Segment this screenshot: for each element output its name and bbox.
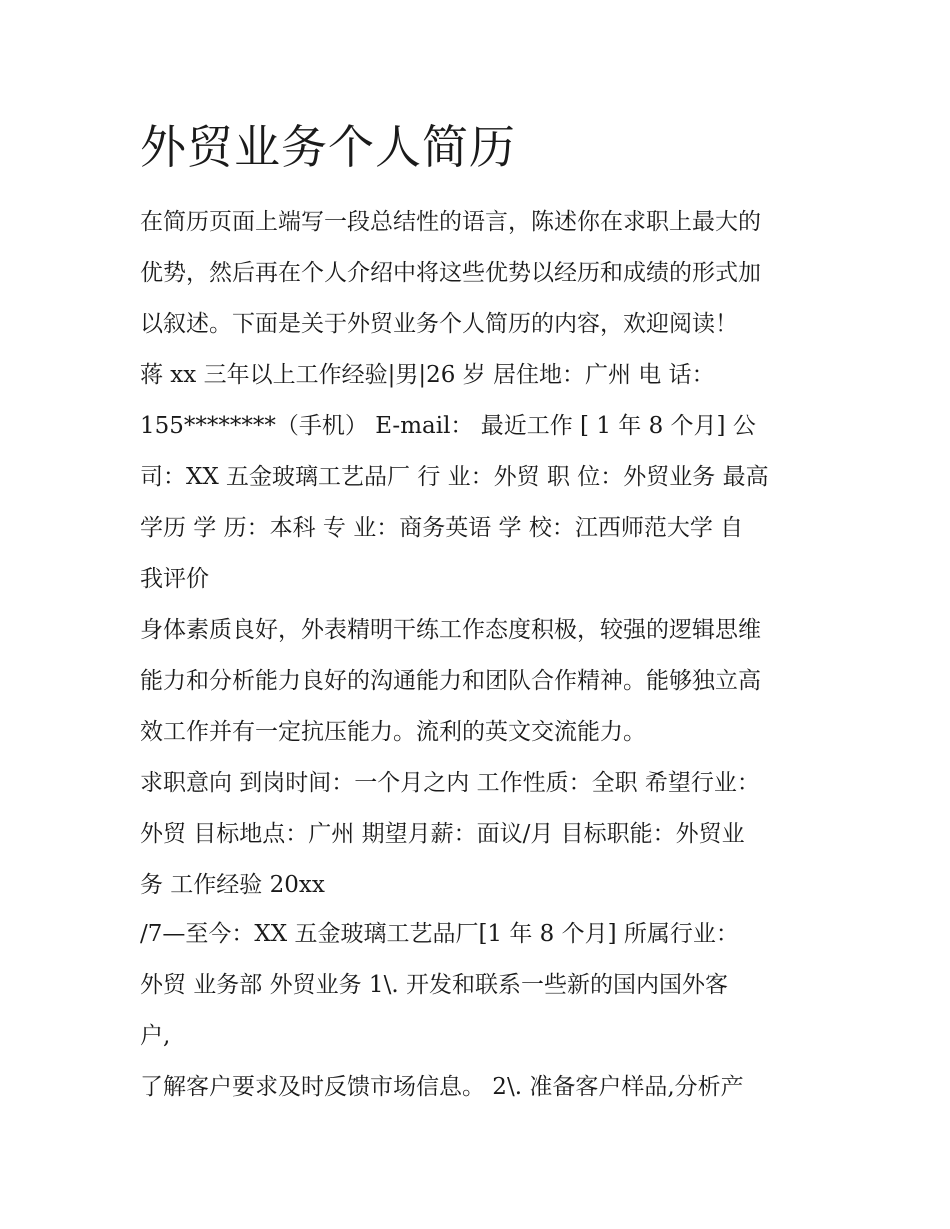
text-line: 司：XX 五金玻璃工艺品厂 行 业：外贸 职 位：外贸业务 最高 bbox=[140, 464, 769, 490]
text-line: 以叙述。下面是关于外贸业务个人简历的内容，欢迎阅读！ bbox=[140, 311, 738, 337]
text-line: 蒋 xx 三年以上工作经验|男|26 岁 居住地：广州 电 话： bbox=[140, 362, 715, 388]
text-line: 外贸 业务部 外贸业务 1\. 开发和联系一些新的国内国外客 bbox=[140, 972, 728, 998]
text-line: 155********（手机） E-mail： 最近工作 [ 1 年 8 个月] 公 bbox=[140, 413, 756, 439]
text-line: 在简历页面上端写一段总结性的语言，陈述你在求职上最大的 bbox=[140, 209, 761, 235]
text-line: 求职意向 到岗时间：一个月之内 工作性质：全职 希望行业： bbox=[140, 770, 760, 796]
text-line: 身体素质良好，外表精明干练工作态度积极，较强的逻辑思维 bbox=[140, 617, 761, 643]
document-title: 外贸业务个人简历 bbox=[140, 120, 516, 174]
text-line: 能力和分析能力良好的沟通能力和团队合作精神。能够独立高 bbox=[140, 668, 761, 694]
text-line: /7—至今：XX 五金玻璃工艺品厂[1 年 8 个月] 所属行业： bbox=[140, 921, 739, 947]
text-line: 了解客户要求及时反馈市场信息。 2\. 准备客户样品,分析产 bbox=[140, 1074, 744, 1100]
text-line: 学历 学 历：本科 专 业：商务英语 学 校：江西师范大学 自 bbox=[140, 515, 744, 541]
text-line: 户, bbox=[140, 1023, 171, 1049]
text-line: 效工作并有一定抗压能力。流利的英文交流能力。 bbox=[140, 719, 646, 745]
text-line: 外贸 目标地点：广州 期望月薪：面议/月 目标职能：外贸业 bbox=[140, 821, 745, 847]
text-line: 我评价 bbox=[140, 566, 209, 592]
text-line: 优势，然后再在个人介绍中将这些优势以经历和成绩的形式加 bbox=[140, 260, 761, 286]
text-line: 务 工作经验 20xx bbox=[140, 872, 325, 898]
